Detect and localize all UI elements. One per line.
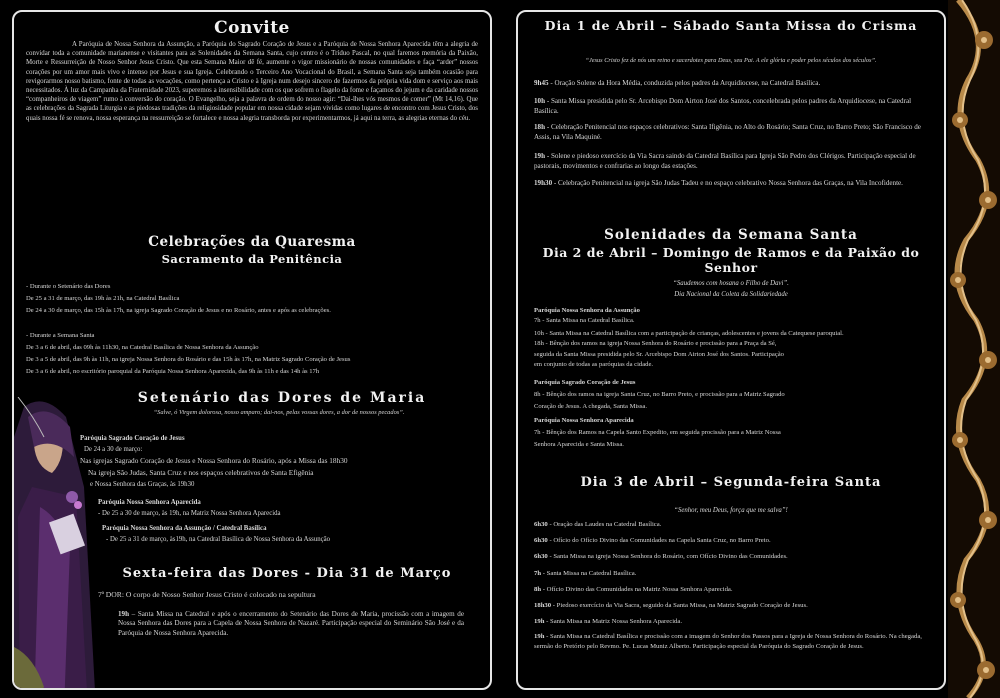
schedule-time: 7h xyxy=(534,570,542,577)
convite-text: A Paróquia de Nossa Senhora da Assunção, a Paróquia do Sagrado Coração de Jesus e a Paróquia de Nossa Senhora Aparecida têm a alegria de convidar toda a comunidade marianense e visitantes para as Solenidades da Semana Santa, cujo centro é o Tríduo Pascal, no qual faremos memória da Paixão, Morte e Ressurreição de Nosso Senhor Jesus Cristo. Que esta Semana Maior dê fé, aumente o vigor missionário de nossas comunidades e faça “arder” nossos corações por um amor mais vivo e intenso por Jesus e sua Igreja. Celebrando o Terceiro Ano Vocacional do Brasil, a Semana Santa seja também ocasião para revigorarmos nosso batismo, fonte de todas as vocações, como pertença a Cristo e à Igreja num desejo sincero de fazermos da própria vida dom e serviço aos mais necessitados. À luz da Campanha da Fraternidade 2023, superemos a insensibilidade com os que sofrem o flagelo da fome e façamos do jejum e da caridade nossos “companheiros de viagem” rumo à conversão do coração. O Evangelho, seja a palavra de ordem do nosso agir: “Dai-lhes vós mesmos de comer” (Mt 14,16). Que as celebrações da Sagrada Liturgia e as piedosas tradições da religiosidade popular em nossa cidade sejam vividas como lugares de encontro com Jesus Cristo, dos quais nossa fé se renova, nossa esperança na ressurreição se fortalece e nossa alegria transborda por experimentarmos, já aqui na terra, as alegrias eternas do céu. xyxy=(26,41,478,122)
schedule-text: - Santa Missa presidida pelo Sr. Arcebispo Dom Airton José dos Santos, concelebrada pelos padres da Arquidiocese, na Catedral Basílica. xyxy=(534,97,912,115)
schedule-time: 19h30 xyxy=(534,179,553,187)
schedule-time: 6h30 xyxy=(534,553,548,560)
schedule-item xyxy=(534,632,932,652)
list-item: Paróquia Nossa Senhora da Assunção xyxy=(534,307,640,314)
schedule-text: - Celebração Penitencial na igreja São Judas Tadeu e no espaço celebrativo Nossa Senhora das Graças, na Vila Incofidente. xyxy=(553,179,903,187)
schedule-text: - Santa Missa na igreja Nossa Senhora do Rosário, com Ofício Divino das Comunidades. xyxy=(549,553,788,560)
dia2-title: Dia 2 de Abril – Domingo de Ramos e da Paixão do Senhor xyxy=(542,245,920,275)
list-item: 7h - Santa Missa na Catedral Basílica. xyxy=(534,317,635,324)
list-item: De 3 a 6 de abril, das 09h às 11h30, na Catedral Basílica de Nossa Senhora da Assunção xyxy=(26,344,259,351)
solenidades-title: Solenidades da Semana Santa xyxy=(604,227,858,243)
schedule-text: - Santa Missa na Catedral Basílica e procissão com a imagem do Senhor dos Passos para a Igreja de Nossa Senhora do Rosário. Na chegada, sermão do Pretório pelo Revmo. Pe. Lucas Muniz Alberto. Participação especial da Paróquia do Sagrado Coração de Jesus. xyxy=(534,633,922,650)
schedule-time: 19h xyxy=(534,633,545,640)
dia3-title: Dia 3 de Abril – Segunda-feira Santa xyxy=(580,475,882,490)
sexta-title: Sexta-feira das Dores - Dia 31 de Março xyxy=(122,566,452,581)
schedule-item xyxy=(534,601,932,611)
schedule-item xyxy=(534,151,932,171)
schedule-text: - Oração das Laudes na Catedral Basílica. xyxy=(549,521,662,528)
schedule-item xyxy=(534,585,932,595)
schedule-text: - Piedoso exercício da Via Sacra, seguido da Santa Missa, na Matriz Sagrado Coração de Jesus. xyxy=(552,602,808,609)
schedule-time: 10h xyxy=(534,97,546,105)
list-item: 18h - Bênção dos ramos na igreja Nossa Senhora do Rosário e procissão para a Praça da Sé, xyxy=(534,340,777,347)
list-item: Coração de Jesus. A chegada, Santa Missa. xyxy=(534,403,647,410)
schedule-text: - Celebração Penitencial nos espaços celebrativos: Santa Ifigênia, no Alto do Rosário; Santa Cruz, no Barro Preto; São Francisco de Assis, na Vila Maquiné. xyxy=(534,123,921,141)
schedule-time: 18h30 xyxy=(534,602,552,609)
list-item: De 24 a 30 de março, das 15h às 17h, na igreja Sagrado Coração de Jesus e no Rosário, antes e após as celebrações. xyxy=(26,307,331,314)
dia3-quote: “Senhor, meu Deus, força que me salva”! xyxy=(674,507,788,514)
list-item: Na igreja São Judas, Santa Cruz e nos espaços celebrativos de Santa Efigênia xyxy=(88,468,314,477)
schedule-time: 19h xyxy=(534,152,546,160)
list-item: De 3 a 6 de abril, no escritório paroquial da Paróquia Nossa Senhora Aparecida, das 9h às 11h e das 14h às 17h xyxy=(26,368,320,375)
schedule-time: 6h30 xyxy=(534,537,548,544)
convite-title: Convite xyxy=(214,18,290,38)
schedule-time: 6h30 xyxy=(534,521,548,528)
schedule-item xyxy=(534,96,932,116)
baroque-ornament-image xyxy=(948,0,1000,698)
schedule-text: - Oração Solene da Hora Média, conduzida pelos padres da Arquidiocese, na Catedral Basílica. xyxy=(550,79,821,87)
list-item: De 24 a 30 de março: xyxy=(84,446,143,453)
sexta-text: – Santa Missa na Catedral e após o encerramento do Setenário das Dores de Maria, procissão com a imagem de Nossa Senhora das Dores para a Capela de Nossa Senhora de Nazaré. Participação especial do Seminário São José e da Paróquia de Nossa Senhora Aparecida. xyxy=(118,610,464,637)
list-item: - De 25 a 30 de março, às 19h, na Matriz Nossa Senhora Aparecida xyxy=(98,510,281,517)
list-item: - De 25 a 31 de março, às19h, na Catedral Basílica de Nossa Senhora da Assunção xyxy=(106,536,331,543)
list-item: Paróquia Nossa Senhora Aparecida xyxy=(98,499,201,506)
list-item: seguida da Santa Missa presidida pelo Sr. Arcebispo Dom Airton José dos Santos. Participação xyxy=(534,351,784,358)
schedule-item xyxy=(534,122,932,142)
schedule-time: 8h xyxy=(534,586,542,593)
schedule-item xyxy=(534,536,932,546)
dia1-quote: “Jesus Cristo fez de nós um reino e sacerdotes para Deus, seu Pai. A ele glória e poder pelos séculos dos séculos”. xyxy=(585,57,877,64)
list-item: De 3 a 5 de abril, das 9h às 11h, na igreja Nossa Senhora do Rosário e das 15h às 17h, na Matriz Sagrado Coração de Jesus xyxy=(26,356,351,363)
schedule-text: - Ofício do Ofício Divino das Comunidades na Capela Santa Cruz, no Barro Preto. xyxy=(549,537,771,544)
schedule-item xyxy=(534,569,932,579)
list-item: Senhora Aparecida e Santa Missa. xyxy=(534,441,624,448)
sexta-block xyxy=(118,610,464,638)
schedule-text: - Santa Missa na Catedral Basílica. xyxy=(542,570,637,577)
list-item: Paróquia Nossa Senhora da Assunção / Catedral Basílica xyxy=(102,525,267,532)
quaresma-subtitle: Sacramento da Penitência xyxy=(161,252,343,266)
schedule-time: 19h xyxy=(534,618,545,625)
quaresma-title: Celebrações da Quaresma xyxy=(148,234,356,250)
list-item: De 25 a 31 de março, das 19h às 21h, na Catedral Basílica xyxy=(26,295,180,302)
schedule-text: - Ofício Divino das Comunidades na Matriz Nossa Senhora Aparecida. xyxy=(542,586,733,593)
right-panel xyxy=(516,10,946,690)
schedule-item xyxy=(534,78,932,88)
list-item: 8h - Bênção dos ramos na igreja Santa Cruz, no Barro Preto, e procissão para a Matriz Sagrado xyxy=(534,391,785,398)
schedule-time: 9h45 xyxy=(534,79,549,87)
dia2-subquote: Dia Nacional da Coleta da Solidariedade xyxy=(674,291,788,298)
list-item: 10h - Santa Missa na Catedral Basílica com a participação de crianças, adolescentes e jovens da Catequese paroquial. xyxy=(534,330,844,337)
dia2-quote: “Saudemos com hosana o Filho de Davi”. xyxy=(673,280,789,287)
schedule-item xyxy=(534,178,932,188)
list-item: e Nossa Senhora das Graças, às 19h30 xyxy=(90,481,195,488)
schedule-text: - Santa Missa na Matriz Nossa Senhora Aparecida. xyxy=(546,618,683,625)
sexta-dor: 7ª DOR: O corpo de Nosso Senhor Jesus Cristo é colocado na sepultura xyxy=(98,590,316,599)
list-item: Paróquia Sagrado Coração de Jesus xyxy=(80,435,185,442)
setenario-title: Setenário das Dores de Maria xyxy=(137,390,427,406)
dia1-title: Dia 1 de Abril – Sábado Santa Missa do Crisma xyxy=(544,18,918,33)
schedule-item xyxy=(534,520,932,530)
list-item: - Durante a Semana Santa xyxy=(26,332,95,339)
list-item: Nas igrejas Sagrado Coração de Jesus e Nossa Senhora do Rosário, após a Missa das 18h30 xyxy=(80,456,348,465)
list-item: Paróquia Nossa Senhora Aparecida xyxy=(534,417,634,424)
list-item: 7h - Bênção dos Ramos na Capela Santo Expedito, em seguida procissão para a Matriz Nossa xyxy=(534,429,781,436)
schedule-item xyxy=(534,617,932,627)
list-item: Paróquia Sagrado Coração de Jesus xyxy=(534,379,636,386)
schedule-text: - Solene e piedoso exercício da Via Sacra saindo da Catedral Basílica para Igreja São Pedro dos Clérigos. Participação especial de pastorais, movimentos e confrarias ao longo das estações. xyxy=(534,152,916,170)
schedule-item xyxy=(534,552,932,562)
list-item: - Durante o Setenário das Dores xyxy=(26,283,111,290)
left-panel xyxy=(12,10,492,690)
schedule-time: 18h xyxy=(534,123,546,131)
sexta-time: 19h xyxy=(118,610,130,618)
setenario-quote: “Salve, ó Virgem dolorosa, nosso amparo; dai-nos, pelas vossas dores, a dor de nossos pecados”. xyxy=(153,409,405,416)
list-item: em conjunto de todas as paróquias da cidade. xyxy=(534,361,654,368)
